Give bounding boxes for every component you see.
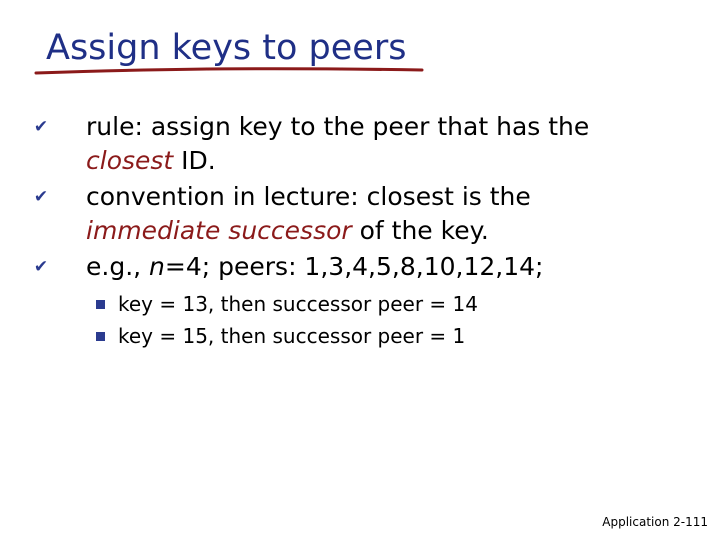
bullet-emphasis: closest	[86, 146, 174, 175]
bullet-text: ID.	[173, 146, 216, 175]
checkmark-bullet-icon: ✔	[33, 187, 49, 207]
variable-n: n	[149, 252, 165, 281]
bullet-text: convention in lecture: closest is the	[86, 182, 531, 211]
bullet-rule	[30, 110, 690, 178]
bullet-emphasis: immediate successor	[86, 216, 352, 245]
square-bullet-icon	[96, 332, 105, 341]
sub-bullet-text: key = 13, then successor peer = 14	[118, 292, 478, 316]
sub-bullet	[30, 322, 690, 350]
square-bullet-icon	[96, 300, 105, 309]
title-underline	[34, 64, 426, 78]
bullet-example	[30, 250, 690, 284]
slide-footer: Application 2-111	[602, 515, 708, 529]
sub-bullet-text: key = 15, then successor peer = 1	[118, 324, 466, 348]
sub-bullet	[30, 290, 690, 318]
bullet-text: of the key.	[351, 216, 489, 245]
bullet-list	[30, 110, 690, 350]
checkmark-bullet-icon: ✔	[33, 117, 49, 137]
bullet-convention	[30, 180, 690, 248]
bullet-text: =4; peers: 1,3,4,5,8,10,12,14;	[164, 252, 544, 281]
slide-title: Assign keys to peers	[46, 28, 407, 68]
bullet-text: rule: assign key to the peer that has the	[86, 112, 590, 141]
bullet-text: e.g.,	[86, 252, 150, 281]
checkmark-bullet-icon: ✔	[33, 257, 49, 277]
